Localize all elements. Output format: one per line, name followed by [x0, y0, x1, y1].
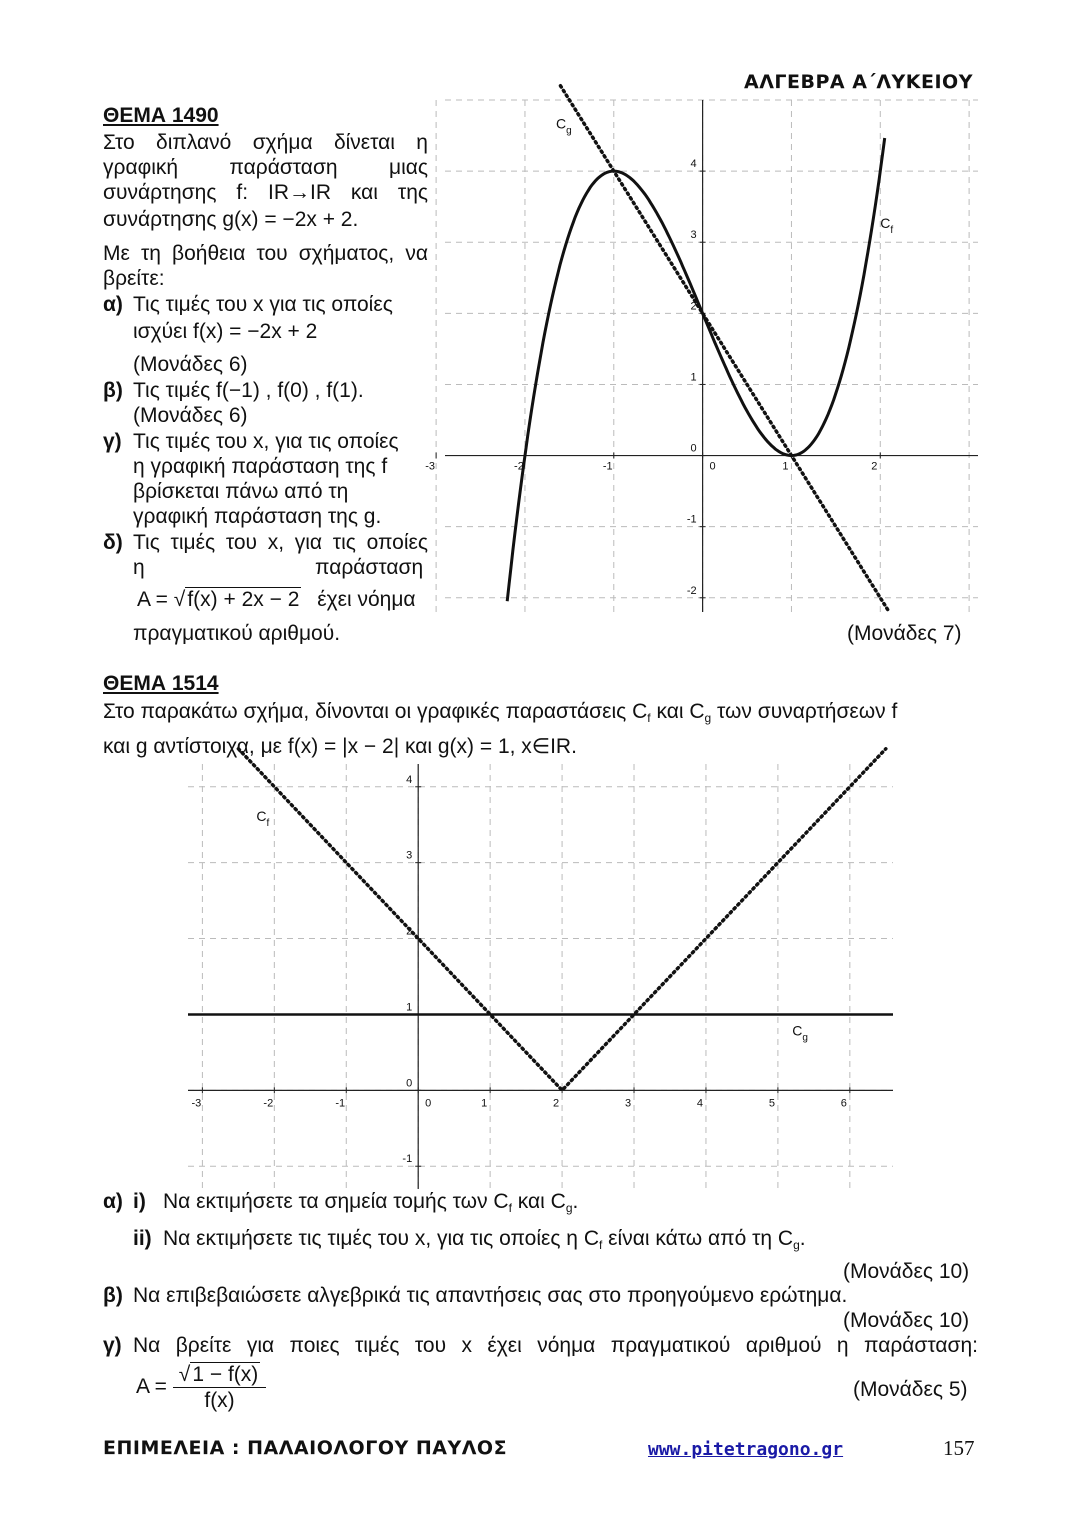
x-tick-label: -1	[602, 460, 613, 473]
expr-tail: έχει νόημα	[317, 588, 416, 611]
x-tick-label: -3	[425, 460, 436, 473]
graph-1490	[425, 100, 978, 612]
y-tick-label: -2	[686, 584, 697, 597]
x-tick-label: 6	[840, 1097, 847, 1110]
label-cg: $C_g$	[556, 115, 572, 137]
expr2-numerator: 1 − f(x)	[192, 1363, 259, 1386]
p2-question-c-expression	[136, 1362, 266, 1413]
x-tick-label: 3	[624, 1097, 632, 1110]
label-cf: $C_f$	[880, 215, 894, 236]
question-d-line-2b: παράσταση	[315, 556, 424, 579]
p2-question-b-points: (Μονάδες 10)	[843, 1309, 970, 1332]
problem1-intro-line-2: γραφική παράσταση μιας	[103, 156, 428, 179]
y-tick-label: 1	[406, 1001, 413, 1014]
problem1-help-line-2: βρείτε:	[103, 267, 165, 290]
p2-question-a-i: Να εκτιμήσετε τα σημεία τομής των $C_f$ και $C_g$.	[163, 1190, 579, 1215]
x-tick-label: 2	[871, 460, 878, 473]
x-tick-label: 2	[553, 1097, 560, 1110]
p2-question-c-points: (Μονάδες 5)	[853, 1378, 968, 1401]
p2-question-a-ii: Να εκτιμήσετε τις τιμές του x, για τις οποίες η $C_f$ είναι κάτω από τη $C_g$.	[163, 1227, 806, 1252]
line-g	[560, 86, 889, 612]
expr2-fraction: $\frac{√1 - f(x)}{f(x)}$	[173, 1362, 266, 1413]
y-tick-label: 0	[690, 442, 697, 455]
expr-lhs: A =	[137, 588, 168, 611]
x-tick-label: -2	[263, 1097, 274, 1110]
y-tick-label: 4	[406, 773, 413, 786]
question-a-line-2: ισχύει f(x) = −2x + 2	[133, 320, 318, 343]
p2-question-b-label: β)	[103, 1284, 123, 1307]
y-tick-label: 0	[406, 1077, 413, 1090]
y-tick-label: 2	[690, 300, 697, 313]
label-cg: $C_g$	[792, 1022, 808, 1044]
p2-question-c: Να βρείτε για ποιες τιμές του x έχει νόημα πραγματικού αριθμού η παράσταση:	[133, 1334, 978, 1357]
x-tick-label: -1	[335, 1097, 346, 1110]
question-d-line-4: πραγματικού αριθμού.	[133, 622, 341, 645]
expr2-denominator: f(x)	[204, 1389, 235, 1412]
problem2-line-2: και g αντίστοιχα, με f(x) = |x − 2| και g(x) = 1, x∈IR.	[103, 735, 577, 758]
problem2-line-1: Στο παρακάτω σχήμα, δίνονται οι γραφικές παραστάσεις $C_f$ και $C_g$ των συναρτήσεων f	[103, 700, 898, 725]
page-header-title: ΑΛΓΕΒΡΑ Α΄ΛΥΚΕΙΟΥ	[744, 71, 973, 93]
p2-question-a-i-label: i)	[133, 1190, 146, 1213]
p2-question-a-label: α)	[103, 1190, 123, 1213]
x-tick-label: 1	[481, 1097, 488, 1110]
footer-website-link[interactable]: www.pitetragono.gr	[648, 1439, 844, 1460]
x-tick-label: 1	[782, 460, 789, 473]
question-b-label: β)	[103, 379, 123, 402]
expr-radicand: f(x) + 2x − 2	[187, 588, 300, 611]
g-prefix: συνάρτησης	[103, 208, 217, 231]
question-d-line-1: Τις τιμές του x, για τις οποίες	[133, 531, 428, 554]
question-d-line-2a: η	[133, 556, 145, 579]
x-tick-label: 0	[709, 460, 716, 473]
p2-question-a-points: (Μονάδες 10)	[843, 1260, 970, 1283]
x-tick-label: 0	[425, 1097, 432, 1110]
question-d-expression: A = √f(x) + 2x − 2 έχει νόημα	[137, 588, 416, 611]
question-d-label: δ)	[103, 531, 123, 554]
problem2-title: ΘΕΜΑ 1514	[103, 672, 219, 695]
p2-question-c-label: γ)	[103, 1334, 122, 1357]
footer-author: ΕΠΙΜΕΛΕΙΑ : ΠΑΛΑΙΟΛΟΓΟΥ ΠΑΥΛΟΣ	[103, 1437, 508, 1459]
expr2-lhs: A =	[136, 1375, 167, 1399]
x-tick-label: -3	[191, 1097, 202, 1110]
y-tick-label: 3	[406, 849, 413, 862]
question-d-points: (Μονάδες 7)	[847, 622, 962, 645]
graph-1514	[188, 764, 893, 1189]
x-tick-label: 4	[696, 1097, 704, 1110]
question-b-line-1: Τις τιμές f(−1) , f(0) , f(1).	[133, 379, 364, 402]
question-a-points: (Μονάδες 6)	[133, 353, 248, 376]
g-expression: g(x) = −2x + 2	[222, 208, 353, 231]
problem1-g-definition: συνάρτησης g(x) = −2x + 2.	[103, 208, 359, 231]
page-number: 157	[943, 1436, 975, 1460]
question-c-label: γ)	[103, 430, 122, 453]
y-tick-label: -1	[686, 513, 697, 526]
x-tick-label: 5	[768, 1097, 775, 1110]
y-tick-label: -1	[402, 1153, 413, 1166]
question-c-line-4: γραφική παράσταση της g.	[133, 505, 382, 528]
curve-f	[507, 138, 885, 601]
y-tick-label: 3	[690, 229, 697, 242]
question-a-label: α)	[103, 293, 123, 316]
x-tick-label: -2	[514, 460, 524, 473]
question-c-line-2: η γραφική παράσταση της f	[133, 455, 388, 478]
y-tick-label: 2	[406, 925, 413, 938]
y-tick-label: 4	[690, 158, 697, 171]
problem1-help-line-1: Με τη βοήθεια του σχήματος, να	[103, 242, 428, 265]
y-tick-label: 1	[690, 371, 697, 384]
problem1-intro-line-3: συνάρτησης f: IR→IR και της	[103, 181, 428, 204]
question-b-points: (Μονάδες 6)	[133, 404, 248, 427]
question-a-line-1: Τις τιμές του x για τις οποίες	[133, 293, 393, 316]
p2-question-b: Να επιβεβαιώσετε αλγεβρικά τις απαντήσεις σας στο προηγούμενο ερώτημα.	[133, 1284, 848, 1307]
p2-question-a-ii-label: ii)	[133, 1227, 152, 1250]
label-cf: $C_f$	[256, 807, 270, 829]
problem1-intro-line-1: Στο διπλανό σχήμα δίνεται η	[103, 131, 428, 154]
question-c-line-1: Τις τιμές του x, για τις οποίες	[133, 430, 399, 453]
question-c-line-3: βρίσκεται πάνω από τη	[133, 480, 349, 503]
problem1-title: ΘΕΜΑ 1490	[103, 104, 219, 127]
